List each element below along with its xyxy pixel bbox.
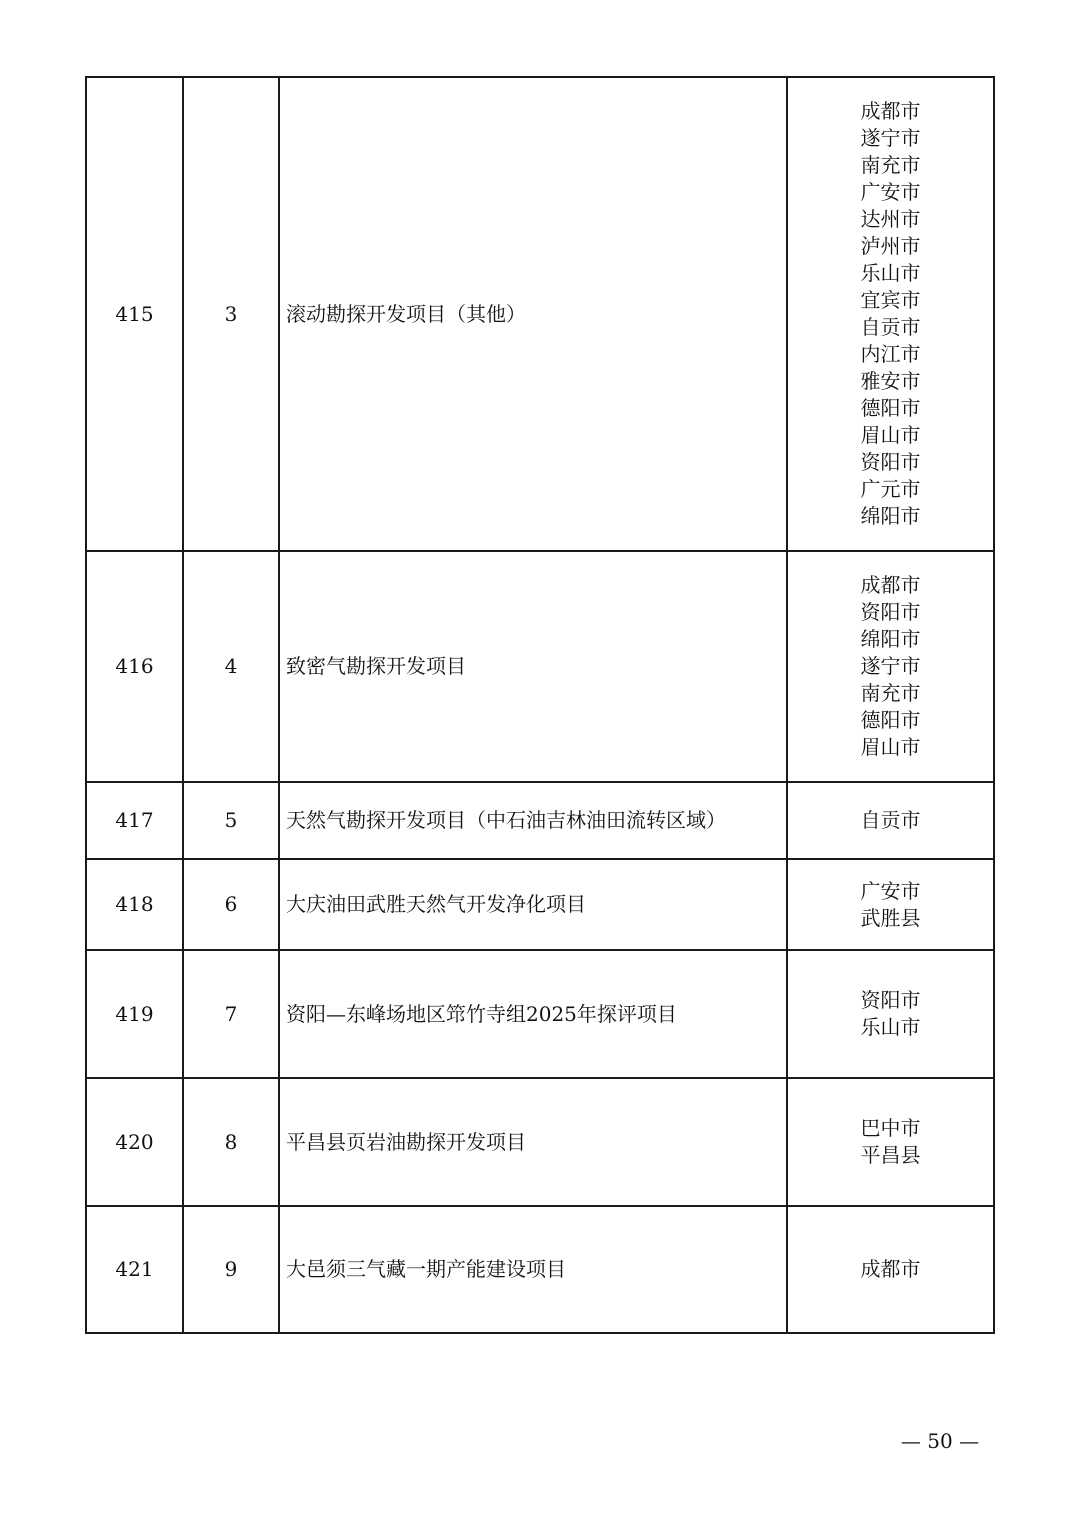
location-item: 泸州市 <box>860 234 921 258</box>
location-cell <box>787 1206 994 1333</box>
row-number-cell: 421 <box>86 1206 183 1333</box>
location-item: 德阳市 <box>860 396 921 420</box>
location-cell <box>787 77 994 551</box>
location-item: 乐山市 <box>860 1015 921 1039</box>
location-item: 资阳市 <box>860 988 921 1012</box>
location-item: 南充市 <box>860 681 921 705</box>
location-item: 眉山市 <box>860 735 921 759</box>
location-item: 南充市 <box>860 153 921 177</box>
row-number-cell: 415 <box>86 77 183 551</box>
location-item: 宜宾市 <box>860 288 921 312</box>
sequence-cell: 6 <box>183 859 279 950</box>
table-row <box>86 782 994 859</box>
location-cell <box>787 551 994 782</box>
sequence-cell: 9 <box>183 1206 279 1333</box>
location-item: 成都市 <box>860 573 921 597</box>
location-item: 遂宁市 <box>860 126 921 150</box>
project-name-cell: 滚动勘探开发项目（其他） <box>279 77 787 551</box>
location-item: 内江市 <box>860 342 921 366</box>
location-cell <box>787 1078 994 1206</box>
location-cell <box>787 782 994 859</box>
table-row <box>86 77 994 551</box>
location-item: 广安市 <box>860 180 921 204</box>
project-name-cell: 平昌县页岩油勘探开发项目 <box>279 1078 787 1206</box>
project-name-cell: 天然气勘探开发项目（中石油吉林油田流转区域） <box>279 782 787 859</box>
table-row <box>86 551 994 782</box>
row-number-cell: 416 <box>86 551 183 782</box>
location-item: 资阳市 <box>860 450 921 474</box>
location-item: 遂宁市 <box>860 654 921 678</box>
table-row <box>86 859 994 950</box>
sequence-cell: 5 <box>183 782 279 859</box>
sequence-cell: 4 <box>183 551 279 782</box>
location-item: 自贡市 <box>860 315 921 339</box>
location-item: 雅安市 <box>860 369 921 393</box>
sequence-cell: 7 <box>183 950 279 1078</box>
location-item: 德阳市 <box>860 708 921 732</box>
location-cell <box>787 859 994 950</box>
project-name-cell: 大庆油田武胜天然气开发净化项目 <box>279 859 787 950</box>
location-item: 眉山市 <box>860 423 921 447</box>
project-name-cell: 大邑须三气藏一期产能建设项目 <box>279 1206 787 1333</box>
location-item: 巴中市 <box>860 1116 921 1140</box>
table-row <box>86 1078 994 1206</box>
project-name-cell: 致密气勘探开发项目 <box>279 551 787 782</box>
location-item: 绵阳市 <box>860 504 921 528</box>
location-item: 成都市 <box>860 99 921 123</box>
sequence-cell: 3 <box>183 77 279 551</box>
location-item: 武胜县 <box>860 905 921 930</box>
location-item: 成都市 <box>860 1257 921 1281</box>
location-item: 达州市 <box>860 207 921 231</box>
location-item: 乐山市 <box>860 261 921 285</box>
location-item: 广元市 <box>860 477 921 501</box>
project-table <box>85 76 995 1334</box>
location-item: 资阳市 <box>860 600 921 624</box>
row-number-cell: 417 <box>86 782 183 859</box>
project-name-cell: 资阳—东峰场地区筇竹寺组2025年探评项目 <box>279 950 787 1078</box>
location-item: 广安市 <box>860 878 921 903</box>
row-number-cell: 419 <box>86 950 183 1078</box>
location-item: 绵阳市 <box>860 627 921 651</box>
location-item: 平昌县 <box>860 1143 921 1167</box>
sequence-cell: 8 <box>183 1078 279 1206</box>
table-row <box>86 950 994 1078</box>
page-number: — 50 — <box>900 1429 980 1453</box>
location-item: 自贡市 <box>860 808 921 832</box>
table-body <box>86 77 994 1333</box>
row-number-cell: 420 <box>86 1078 183 1206</box>
row-number-cell: 418 <box>86 859 183 950</box>
table-row <box>86 1206 994 1333</box>
location-cell <box>787 950 994 1078</box>
